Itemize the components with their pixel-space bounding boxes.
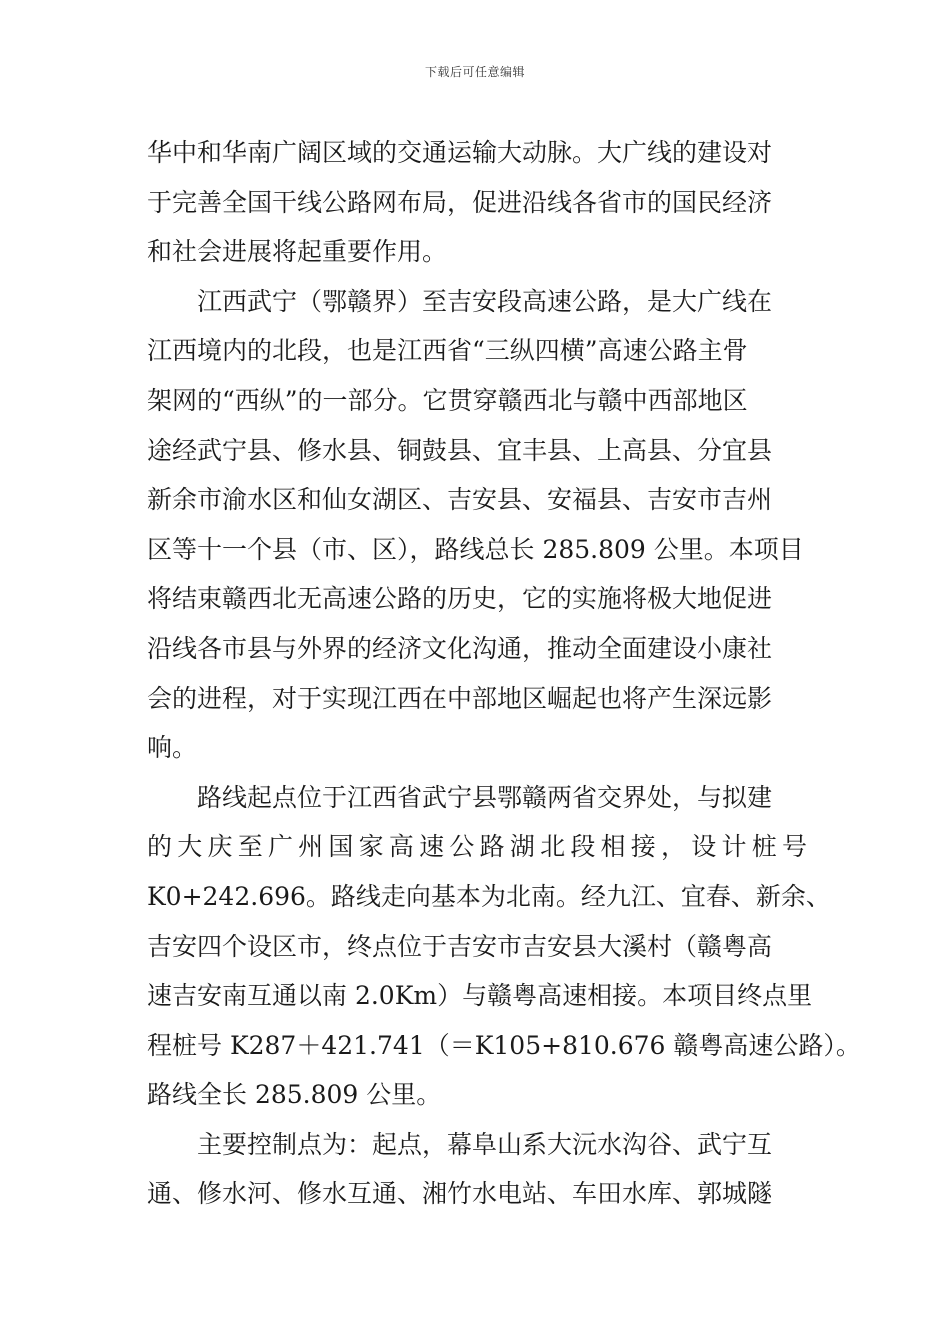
text-line: 华中和华南广阔区域的交通运输大动脉。大广线的建设对 [147,138,773,167]
text-line: 江西境内的北段，也是江西省“三纵四横”高速公路主骨 [147,336,748,366]
text-line: 区等十一个县（市、区），路线总长 285.809 公里。本项目 [147,534,804,564]
text-line: 吉安四个设区市，终点位于吉安市吉安县大溪村（赣粤高 [147,931,773,961]
text-line: 途经武宁县、修水县、铜鼓县、宜丰县、上高县、分宜县 [147,435,773,465]
text-line: 新余市渝水区和仙女湖区、吉安县、安福县、吉安市吉州 [147,485,773,515]
text-line: 速吉安南互通以南 2.0Km）与赣粤高速相接。本项目终点里 [147,981,813,1011]
text-line: 会的进程，对于实现江西在中部地区崛起也将产生深远影 [147,683,773,713]
text-line: K0+242.696。路线走向基本为北南。经九江、宜春、新余、 [147,881,831,911]
document-body [147,128,861,1219]
text-line: 沿线各市县与外界的经济文化沟通，推动全面建设小康社 [147,633,773,663]
text-line: 程桩号 K287＋421.741（＝K105+810.676 赣粤高速公路）。 [147,1030,861,1060]
text-line: 于完善全国干线公路网布局，促进沿线各省市的国民经济 [147,187,773,217]
paragraph-start-line: 路线起点位于江西省武宁县鄂赣两省交界处，与拟建 [197,782,773,812]
text-line: 响。 [147,733,198,763]
text-line: 架网的“西纵”的一部分。它贯穿赣西北与赣中西部地区 [147,385,748,415]
text-line: 通、修水河、修水互通、湘竹水电站、车田水库、郭城隧 [147,1179,773,1209]
text-line: 路线全长 285.809 公里。 [147,1080,442,1110]
paragraph-start-line: 主要控制点为：起点，幕阜山系大沅水沟谷、武宁互 [197,1129,773,1159]
text-line: 和社会进展将起重要作用。 [147,237,448,267]
text-line: 的大庆至广州国家高速公路湖北段相接，设计桩号 [147,832,807,862]
page-header: 下载后可任意编辑 [424,65,525,79]
text-line: 将结束赣西北无高速公路的历史，它的实施将极大地促进 [147,584,773,614]
paragraph-start-line: 江西武宁（鄂赣界）至吉安段高速公路，是大广线在 [197,286,773,316]
